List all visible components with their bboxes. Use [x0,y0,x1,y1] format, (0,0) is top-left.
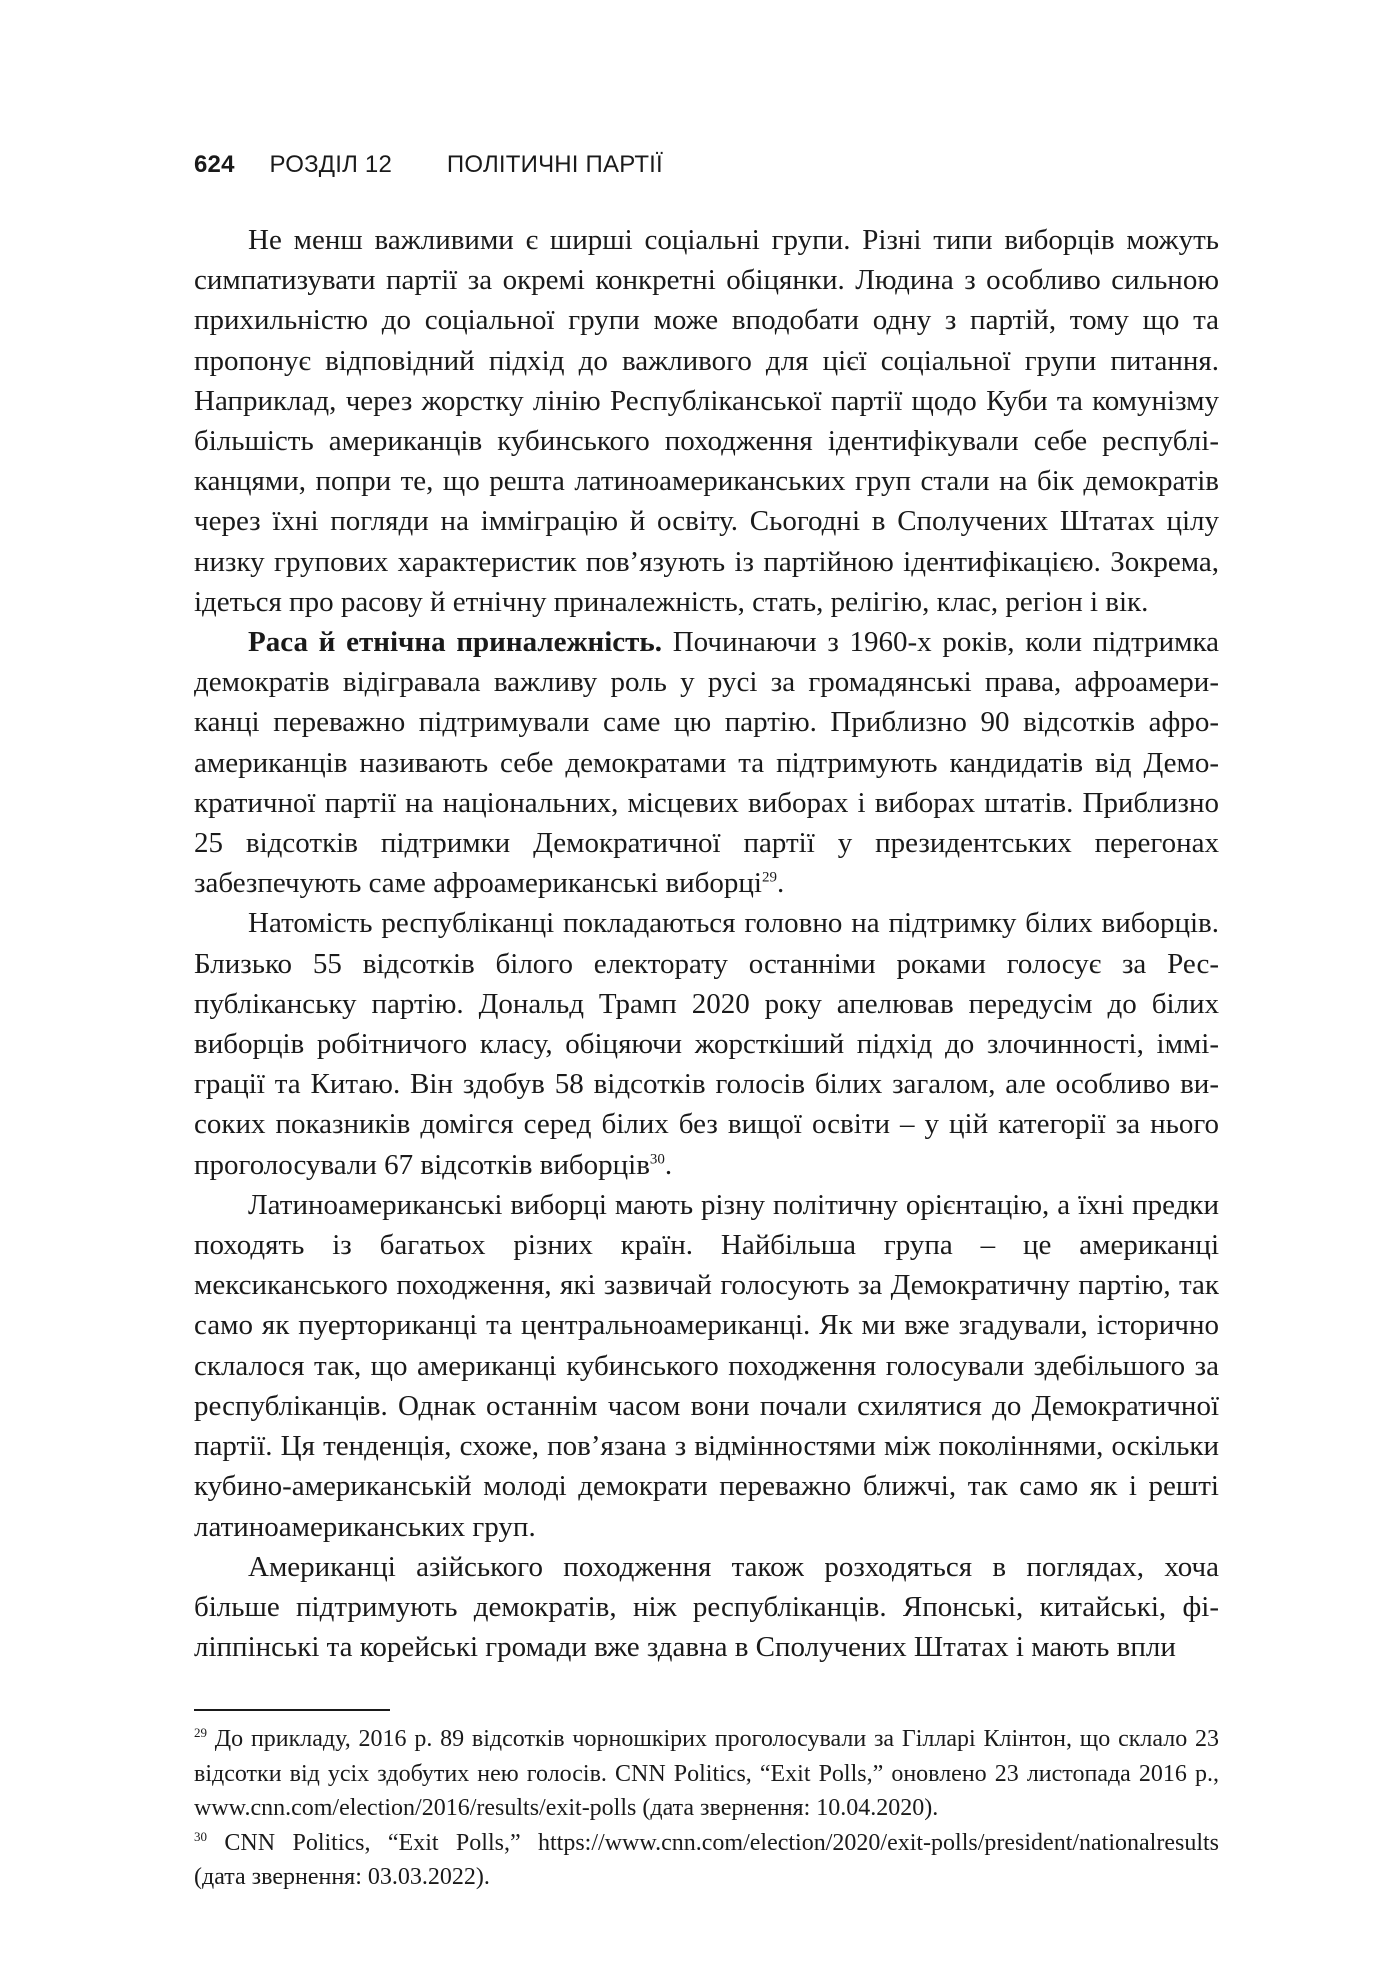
paragraph-race-ethnicity [194,622,1219,903]
footnote-number: 30 [194,1828,207,1844]
paragraph-end: . [664,1148,673,1181]
footnote-text: До прикладу, 2016 р. 89 відсотків чорношкірих проголосували за Гілларі Клінтон, що склало 23 відсотки від усіх здобутих нею голосів. CNN Politics, “Exit Polls,” оновлено 23 листопада 2016 р., www.cnn.com/election/2016/results/exit-polls (дата звернення: 10.04.2020). [194,1726,1219,1822]
chapter-title: ПОЛІТИЧНІ ПАРТІЇ [446,151,663,178]
footnote-number: 29 [194,1725,207,1741]
body-text [194,220,1219,1667]
footnote-reference: 30 [649,1151,665,1168]
page-number: 624 [194,151,235,178]
running-head [194,148,1219,182]
footnote-separator [194,1709,390,1711]
book-page [194,148,1219,1895]
footnotes [194,1722,1219,1895]
paragraph-republicans-white-voters [194,903,1219,1184]
footnote [194,1826,1219,1895]
paragraph-text: Починаючи з 1960-х років, коли підтримка демократів відігравала важливу роль у русі за громадянські права, афроамериканці переважно підтримували саме цю партію. Приблизно 90 відсотків афроамериканців називають себе демократами та підтримують кандидатів від Демократичної партії на національних, місцевих виборах і виборах штатів. Приблизно 25 відсотків підтримки Демократичної партії у президентських перегонах забезпечують саме афроамериканські виборці [194,626,1219,900]
chapter-label: РОЗДІЛ 12 [269,151,393,178]
paragraph-social-groups: Не менш важливими є ширші соціальні групи. Різні типи виборців можуть симпатизувати партії за окремі конкретні обіцянки. Людина з особливо сильною прихильністю до соціальної групи може вподобати одну з партій, тому що та пропонує відповідний підхід до важливого для цієї соціальної групи питання. Наприклад, через жорстку лінію Республіканської партії щодо Куби та комунізму більшість американців кубинського походження ідентифікували себе республіканцями, попри те, що решта латиноамериканських груп стали на бік демократів через їхні погляди на імміграцію й освіту. Сьогодні в Сполучених Штатах цілу низку групових характеристик пов’язують із партійною ідентифікацією. Зокрема, ідеться про расову й етнічну приналежність, стать, релігію, клас, регіон і вік. [194,224,1219,618]
paragraph-latino-voters: Латиноамериканські виборці мають різну політичну орієнтацію, а їхні предки походять із багатьох різних країн. Найбільша група – це американці мексиканського походження, які зазвичай голосують за Демократичну партію, так само як пуерториканці та центральноамериканці. Як ми вже згадували, історично склалося так, що американці кубинського походження голосували здебільшого за республіканців. Однак останнім часом вони почали схилятися до Демократичної партії. Ця тенденція, схоже, пов’язана з відмінностями між поколіннями, оскільки кубино-американській молоді демократи переважно ближчі, так само як і решті латиноамериканських груп. [194,1188,1219,1543]
footnote [194,1722,1219,1826]
footnote-reference: 29 [762,869,777,886]
section-run-in-heading: Раса й етнічна приналежність. [248,626,662,659]
paragraph-text: Натомість республіканці покладаються головно на підтримку білих виборців. Близько 55 відсотків білого електорату останніми роками голосує за Республіканську партію. Дональд Трамп 2020 року апелював передусім до білих виборців робітничого класу, обіцяючи жорсткіший підхід до злочинності, імміграції та Китаю. Він здобув 58 відсотків голосів білих загалом, але особливо високих показників домігся серед білих без вищої освіти – у цій категорії за нього проголосували 67 відсотків виборців [194,907,1219,1181]
footnote-text: CNN Politics, “Exit Polls,” https://www.cnn.com/election/2020/exit-polls/president/nationalresults (дата звернення: 03.03.2022). [194,1829,1219,1891]
paragraph-end: . [777,867,785,900]
paragraph-asian-american-voters: Американці азійського походження також розходяться в поглядах, хоча більше підтримують демократів, ніж республіканців. Японські, китайські, філіппінські та корейські громади вже здавна в Сполучених Штатах і мають впли [194,1550,1219,1664]
